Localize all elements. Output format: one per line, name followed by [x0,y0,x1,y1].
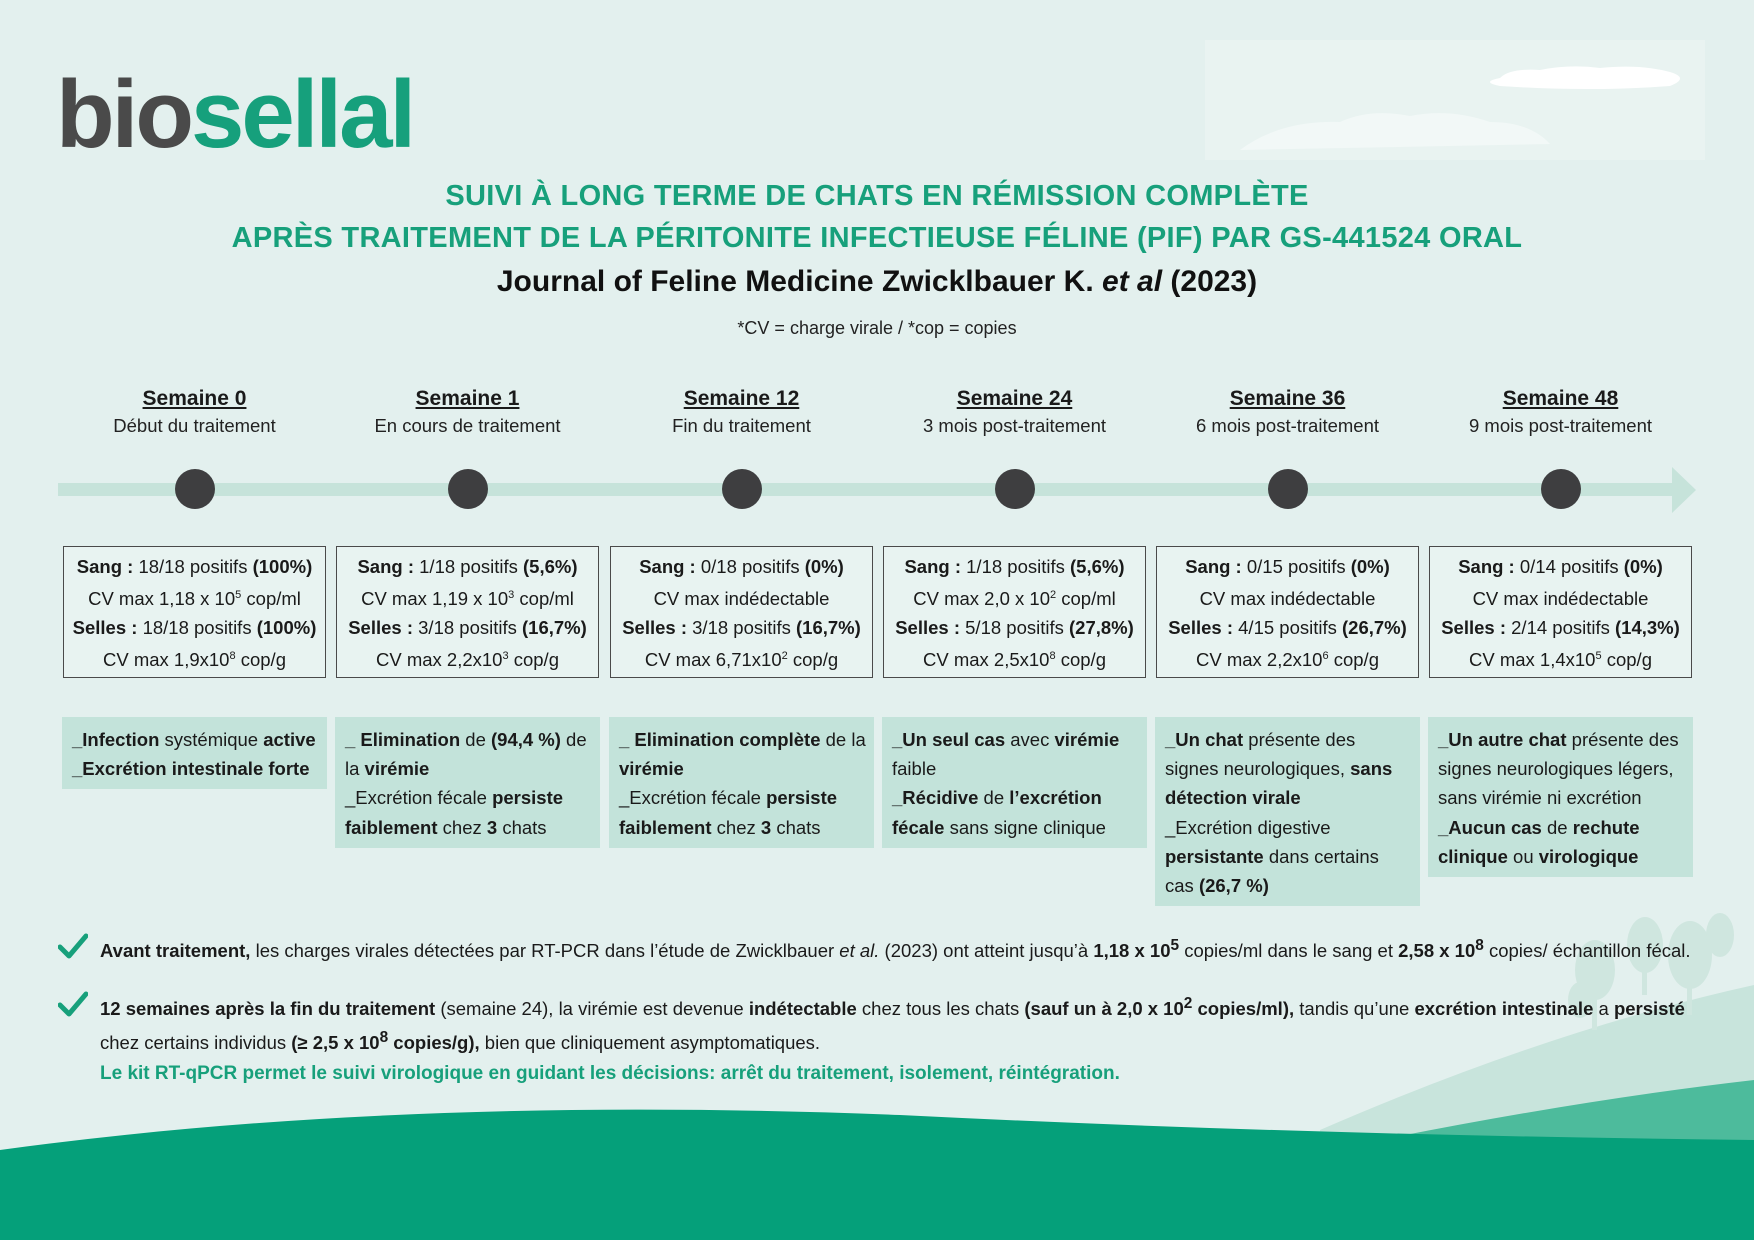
week-header [335,387,600,437]
week-header [1428,387,1693,437]
feces-viral-load: CV $\max 6,71x10^2$ cop/g [644,649,839,671]
feces-result: Selles : 4/15 positifs (26,7%) [1168,617,1407,639]
text-run: 2,58 x 10 [1398,940,1476,962]
text-run: ou [1507,845,1539,867]
text-run: _Excrétion intestinale forte [72,758,310,780]
logo-text-bio: bio [56,61,191,168]
text-run: chez certains individus [100,1032,292,1054]
blood-viral-load: CV max 1,18 x $10^5$ cop/ml [88,588,301,610]
feces-result: Selles : 3/18 positifs (16,7%) [348,617,587,639]
note-text [100,931,1698,965]
text-run: sans signe clinique [944,816,1106,838]
text-run: dans certains cas [1165,845,1379,897]
reference-title [0,265,1754,299]
text-run: persistante [1165,845,1264,867]
text-run: de [460,729,491,750]
title-line-1: SUIVI À LONG TERME DE CHATS EN RÉMISSION COMPLÈTE [445,180,1309,212]
text-run: a [1593,998,1614,1020]
text-run: (semaine 24), la virémie est devenue [435,998,749,1020]
text-run: virémie [1054,729,1120,750]
text-run: présente des signes neurologiques, [1165,729,1356,780]
text-run: l’excrétion fécale [892,787,1102,838]
clinical-finding [1155,717,1420,906]
text-run: 8 [379,1029,389,1047]
feces-result: Selles : 18/18 positifs (100%) [72,617,317,639]
week-label: Semaine 12 [683,387,800,410]
text-run: avec [1005,729,1055,750]
clinical-finding [882,717,1147,848]
week-phase: Début du traitement [113,415,276,436]
text-run: (26,7 %) [1198,875,1269,897]
blood-result: Sang : 18/18 positifs (100%) [76,556,313,577]
week-phase: 6 mois post-traitement [1195,415,1379,436]
text-run: _Récidive [892,787,979,809]
logo-text-sellal: sellal [190,61,414,168]
text-run: copies/ échantillon fécal. [1483,940,1691,962]
blood-viral-load: CV max indédectable [653,588,830,610]
blood-viral-load: CV max indédectable [1472,588,1649,610]
text-run: de [978,787,1010,809]
timeline-dot [1541,469,1581,509]
blood-viral-load: CV max 2,0 x $10^2$ cop/ml [913,588,1116,610]
conclusion-text: Le kit RT-qPCR permet le suivi virologique en guidant les décisions: arrêt du traitement, isolement, réintégration. [100,1063,1120,1084]
text-run: chats [497,816,547,838]
check-icon [58,933,88,959]
blood-result: Sang : 0/18 positifs (0%) [639,556,844,577]
timeline-dot [175,469,215,509]
text-run: excrétion intestinale [1414,998,1594,1020]
feces-viral-load: CV $\max 2,5x10^8$ cop/g [922,649,1106,671]
blood-viral-load: CV max indédectable [1199,588,1376,610]
text-run: (sauf un à 2,0 x 10 [1024,998,1184,1020]
text-run: systémique [159,729,264,750]
text-run: _Excrétion digestive [1165,816,1331,838]
blood-result: Sang : 1/18 positifs (5,6%) [357,556,578,577]
check-icon [58,991,88,1017]
week-label: Semaine 24 [956,387,1073,410]
brand-logo [56,55,414,175]
viral-load-box [610,546,873,678]
week-phase: En cours de traitement [374,415,561,436]
week-header [609,387,874,437]
text-run: chez [711,816,761,838]
blood-viral-load: CV max 1,19 x $10^3$ cop/ml [361,588,574,610]
note-text [100,989,1698,1057]
clinical-finding [335,717,600,848]
text-run: persiste faiblement [345,787,564,838]
text-run: _Aucun cas [1438,816,1542,838]
text-run: (2023) ont atteint jusqu’à [879,940,1094,962]
feces-viral-load: CV $\max 2,2x10^6$ cop/g [1195,649,1379,671]
feces-viral-load: CV $\max 2,2x10^3$ cop/g [375,649,559,671]
text-run: active [263,729,316,750]
text-run: 2 [1183,995,1193,1012]
viral-load-box [336,546,599,678]
title-line-2: APRÈS TRAITEMENT DE LA PÉRITONITE INFECTIEUSE FÉLINE (PIF) PAR GS-441524 ORAL [231,222,1523,254]
feces-result: Selles : 3/18 positifs (16,7%) [622,617,861,639]
text-run: virémie [364,758,430,780]
text-run: _Infection [72,729,160,750]
note-before-treatment [58,931,1698,965]
reference-year: (2023) [1170,265,1258,298]
timeline-track [58,483,1678,496]
text-run: de la [820,729,866,750]
timeline-arrow-icon [1672,467,1696,513]
week-phase: 9 mois post-traitement [1468,415,1652,436]
feces-viral-load: CV $\max 1,9x10^8$ cop/g [102,649,286,671]
text-run: _ Elimination [345,729,461,750]
text-run: (≥ 2,5 x 10 [291,1032,380,1054]
text-run: les charges virales détectées par RT-PCR dans l’étude de Zwicklbauer [250,940,840,962]
text-run: de [1541,816,1573,838]
text-run: chats [771,816,821,838]
week-label: Semaine 0 [142,387,247,410]
text-run: de la [345,729,587,780]
text-run: faible [892,758,937,780]
viral-load-box [883,546,1146,678]
text-run: _Un chat [1165,729,1244,750]
viral-load-box [1429,546,1692,678]
text-run: et al. [839,940,880,962]
week-phase: Fin du traitement [672,415,811,436]
text-run: _Excrétion fécale [619,787,767,809]
text-run: bien que cliniquement asymptomatiques. [479,1032,821,1054]
week-label: Semaine 48 [1502,387,1619,410]
clinical-finding [1428,717,1693,877]
week-phase: 3 mois post-traitement [922,415,1106,436]
timeline-dot [722,469,762,509]
feces-result: Selles : 2/14 positifs (14,3%) [1441,617,1680,639]
timeline-dot [995,469,1035,509]
week-header [62,387,327,437]
text-run: persiste faiblement [619,787,838,838]
feces-viral-load: CV $\max 1,4x10^5$ cop/g [1468,649,1652,671]
reference-prefix: Journal of Feline Medicine Zwicklbauer K. [496,265,1094,298]
text-run: 5 [1170,937,1180,954]
text-run: _Excrétion fécale [345,787,493,809]
week-label: Semaine 1 [415,387,520,410]
text-run: _Un autre chat [1438,729,1567,750]
abbreviation-footnote: *CV = charge virale / *cop = copies [737,318,1017,338]
viral-load-box [63,546,326,678]
text-run: rechute clinique [1438,816,1640,867]
text-run: persisté [1613,998,1685,1020]
text-run: copies/ml), [1192,998,1295,1020]
text-run: virologique [1538,845,1639,867]
clinical-finding [62,717,327,789]
text-run: chez tous les chats [856,998,1025,1020]
feces-result: Selles : 5/18 positifs (27,8%) [895,617,1134,639]
text-run: copies/g), [388,1032,480,1054]
text-run: _ Elimination complète [619,729,821,750]
text-run: (94,4 %) [491,729,561,750]
blood-result: Sang : 1/18 positifs (5,6%) [904,556,1125,577]
week-header [1155,387,1420,437]
week-label: Semaine 36 [1229,387,1346,410]
text-run: 3 [760,816,772,838]
note-week-24 [58,989,1698,1057]
text-run: copies/ml dans le sang et [1179,940,1399,962]
text-run: 1,18 x 10 [1093,940,1171,962]
text-run: 3 [486,816,498,838]
text-run: _Un seul cas [892,729,1006,750]
text-run: chez [437,816,487,838]
text-run: sans détection virale [1165,758,1393,809]
timeline-dot [448,469,488,509]
blood-result: Sang : 0/14 positifs (0%) [1458,556,1663,577]
blood-result: Sang : 0/15 positifs (0%) [1185,556,1390,577]
timeline-dot [1268,469,1308,509]
text-run: virémie [619,758,684,780]
text-run: présente des signes neurologiques légers, sans virémie ni excrétion [1438,729,1679,809]
clinical-finding [609,717,874,848]
text-run: 12 semaines après la fin du traitement [100,998,436,1020]
week-header [882,387,1147,437]
text-run: Avant traitement, [100,940,251,962]
viral-load-box [1156,546,1419,678]
text-run: 8 [1475,937,1484,954]
text-run: indétectable [748,998,857,1020]
text-run: tandis qu’une [1294,998,1415,1020]
reference-italic: et al [1102,265,1163,298]
